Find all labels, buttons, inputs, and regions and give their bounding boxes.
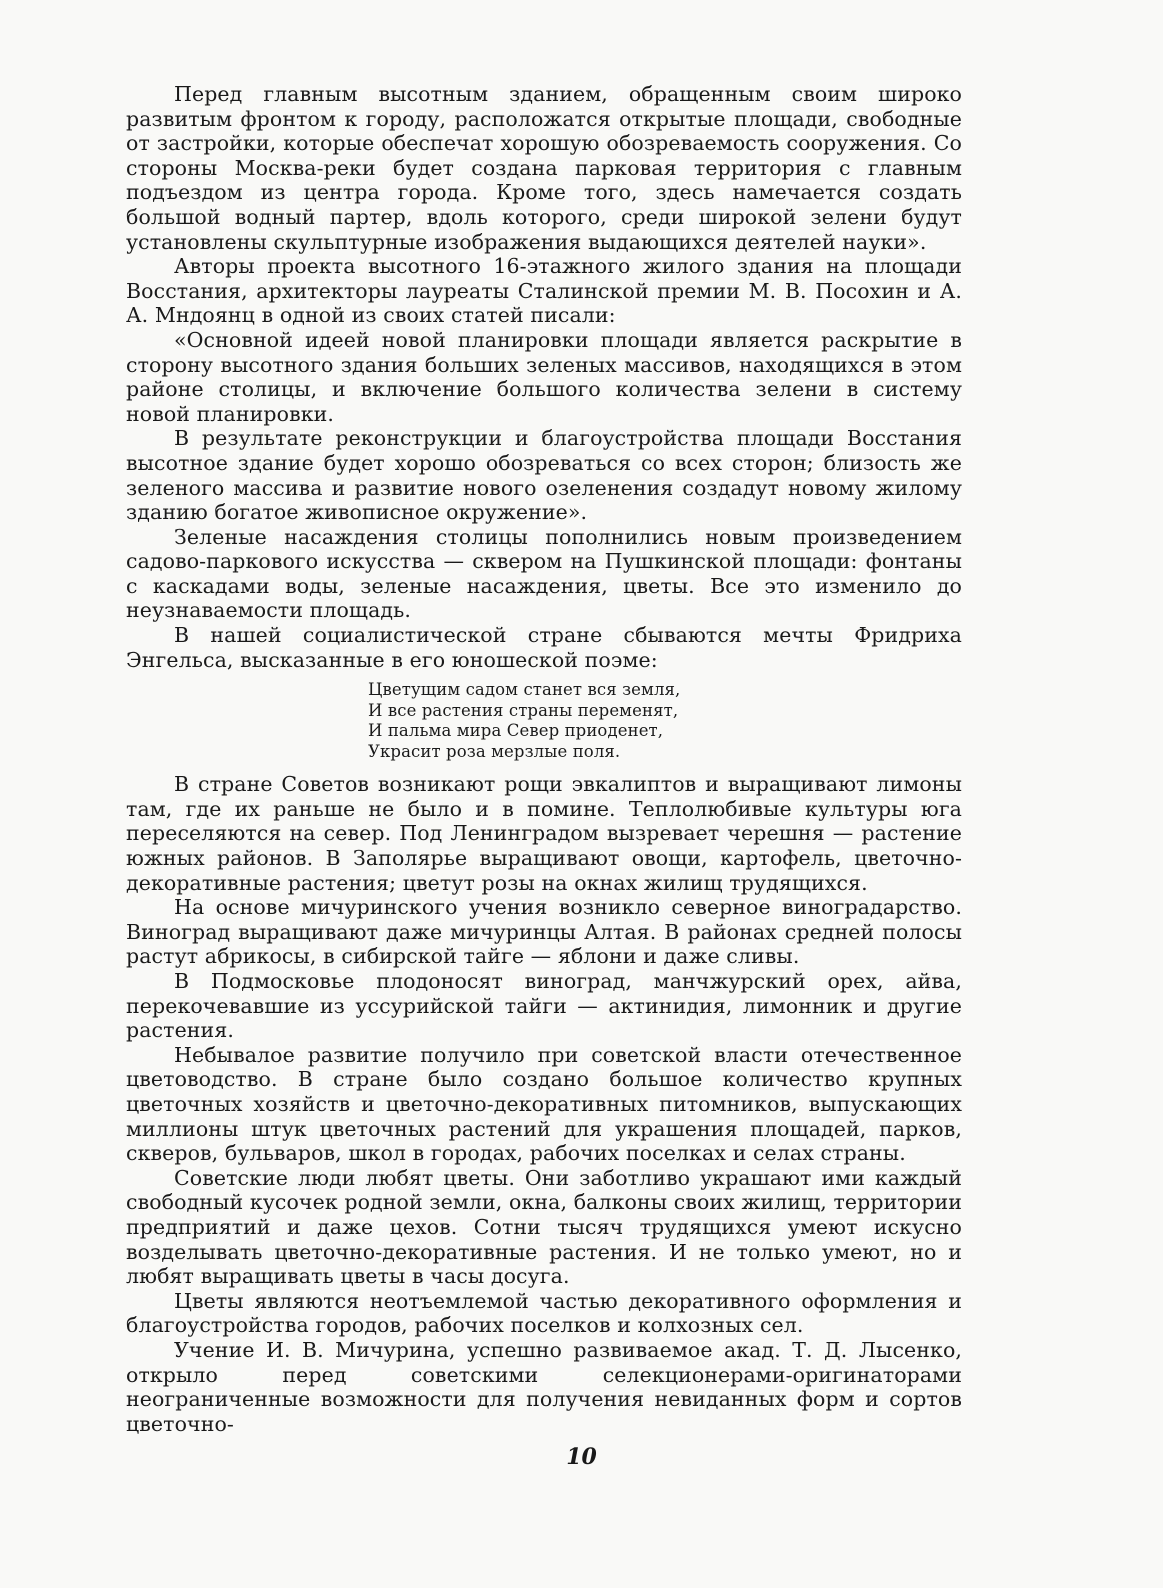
page-number: 10: [566, 1444, 597, 1470]
paragraph: На основе мичуринского учения возникло северное виноградарство. Виноград выращивают даже мичуринцы Алтая. В районах средней полосы растут абрикосы, в сибирской тайге — яблони и даже сливы.: [126, 895, 962, 969]
poem-quote: [368, 680, 962, 762]
poem-line: Украсит роза мерзлые поля.: [368, 741, 621, 761]
paragraph: В результате реконструкции и благоустройства площади Восстания высотное здание будет хорошо обозреваться со всех сторон; близость же зеленого массива и развитие нового озеленения создадут новому жилому зданию богатое живописное окружение».: [126, 426, 962, 525]
poem-line: И все растения страны переменят,: [368, 700, 679, 720]
paragraph: «Основной идеей новой планировки площади является раскрытие в сторону высотного здания больших зеленых массивов, находящихся в этом районе столицы, и включение большого количества зелени в систему новой планировки.: [126, 327, 962, 426]
main-text: [126, 82, 962, 1436]
paragraph: В нашей социалистической стране сбываются мечты Фридриха Энгельса, высказанные в его юношеской поэме:: [126, 623, 962, 672]
paragraph: В стране Советов возникают рощи эвкалиптов и выращивают лимоны там, где их раньше не было и в помине. Теплолюбивые культуры юга переселяются на север. Под Ленинградом вызревает черешня — растение южных районов. В Заполярье выращивают овощи, картофель, цветочно-декоративные растения; цветут розы на окнах жилищ трудящихся.: [126, 772, 962, 895]
paragraph: Цветы являются неотъемлемой частью декоративного оформления и благоустройства городов, рабочих поселков и колхозных сел.: [126, 1288, 962, 1338]
paragraph: Учение И. В. Мичурина, успешно развиваемое акад. Т. Д. Лысенко, открыло перед советскими селекционерами-оригинаторами неограниченные возможности для получения невиданных форм и сортов цветочно-: [126, 1337, 962, 1436]
paragraph: Зеленые насаждения столицы пополнились новым произведением садово-паркового искусства — сквером на Пушкинской площади: фонтаны с каскадами воды, зеленые насаждения, цветы. Все это изменило до неузнаваемости площадь.: [126, 524, 962, 623]
poem-line: И пальма мира Север приоденет,: [368, 721, 664, 741]
paragraph: Советские люди любят цветы. Они заботливо украшают ими каждый свободный кусочек родной земли, окна, балконы своих жилищ, территории предприятий и даже цехов. Сотни тысяч трудящихся умеют искусно возделывать цветочно-декоративные растения. И не только умеют, но и любят выращивать цветы в часы досуга.: [126, 1165, 962, 1289]
paragraph: Перед главным высотным зданием, обращенным своим широко развитым фронтом к городу, расположатся открытые площади, свободные от застройки, которые обеспечат хорошую обозреваемость сооружения. Со стороны Москва-реки будет создана парковая территория с главным подъездом из центра города. Кроме того, здесь намечается создать большой водный партер, вдоль которого, среди широкой зелени будут установлены скульптурные изображения выдающихся деятелей науки».: [126, 82, 962, 254]
poem-line: Цветущим садом станет вся земля,: [368, 680, 681, 700]
paragraph: Авторы проекта высотного 16-этажного жилого здания на площади Восстания, архитекторы лауреаты Сталинской премии М. В. Посохин и А. А. Мндоянц в одной из своих статей писали:: [126, 254, 962, 328]
paragraph: В Подмосковье плодоносят виноград, манчжурский орех, айва, перекочевавшие из уссурийской тайги — актинидия, лимонник и другие растения.: [126, 969, 962, 1043]
paragraph: Небывалое развитие получило при советской власти отечественное цветоводство. В стране было создано большое количество крупных цветочных хозяйств и цветочно-декоративных питомников, выпускающих миллионы штук цветочных растений для украшения площадей, парков, скверов, бульваров, школ в городах, рабочих поселках и селах страны.: [126, 1042, 962, 1166]
